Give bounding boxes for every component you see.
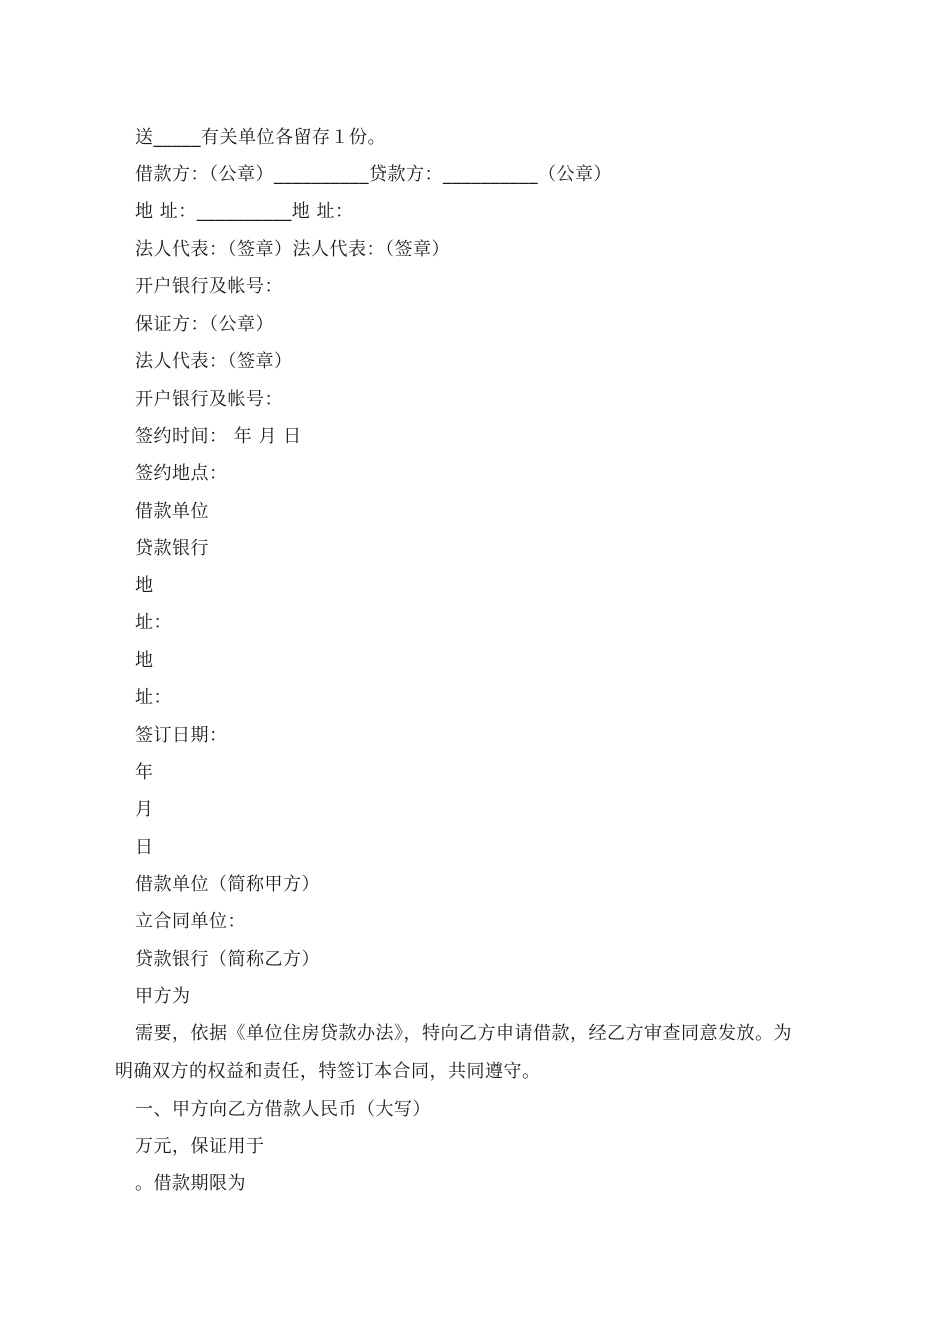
text-line: 。借款期限为	[135, 1173, 246, 1194]
text-line: 借款单位（简称甲方）	[135, 874, 320, 895]
text-line: 明确双方的权益和责任，特签订本合同，共同遵守。	[115, 1061, 541, 1082]
text-line: 年	[135, 762, 154, 783]
text-line: 地	[135, 650, 154, 671]
text-line: 甲方为	[135, 986, 191, 1007]
text-line: 签订日期：	[135, 725, 228, 746]
text-line: 法人代表：（签章）	[135, 351, 293, 372]
text-line: 月	[135, 799, 154, 820]
text-line: 址：	[135, 687, 172, 708]
text-line: 日	[135, 837, 154, 858]
text-line: 借款方：（公章）__________贷款方：__________（公章）	[135, 164, 612, 185]
text-line: 开户银行及帐号：	[135, 389, 283, 410]
text-line: 址：	[135, 612, 172, 633]
text-line: 法人代表：（签章）法人代表：（签章）	[135, 239, 450, 260]
text-line: 保证方：（公章）	[135, 314, 274, 335]
text-line: 需要，依据《单位住房贷款办法》，特向乙方申请借款，经乙方审查同意发放。为	[135, 1023, 792, 1044]
text-line: 贷款银行（简称乙方）	[135, 949, 320, 970]
text-line: 借款单位	[135, 501, 209, 522]
text-line: 送_____有关单位各留存１份。	[135, 127, 386, 148]
text-line: 开户银行及帐号：	[135, 276, 283, 297]
text-line: 签约地点：	[135, 463, 228, 484]
text-line: 签约时间： 年 月 日	[135, 426, 302, 447]
text-line: 地 址：__________地 址：	[135, 201, 354, 222]
text-line: 一、甲方向乙方借款人民币（大写）	[135, 1099, 431, 1120]
text-line: 贷款银行	[135, 538, 209, 559]
text-line: 万元，保证用于	[135, 1136, 265, 1157]
text-line: 立合同单位：	[135, 911, 246, 932]
text-line: 地	[135, 575, 154, 596]
